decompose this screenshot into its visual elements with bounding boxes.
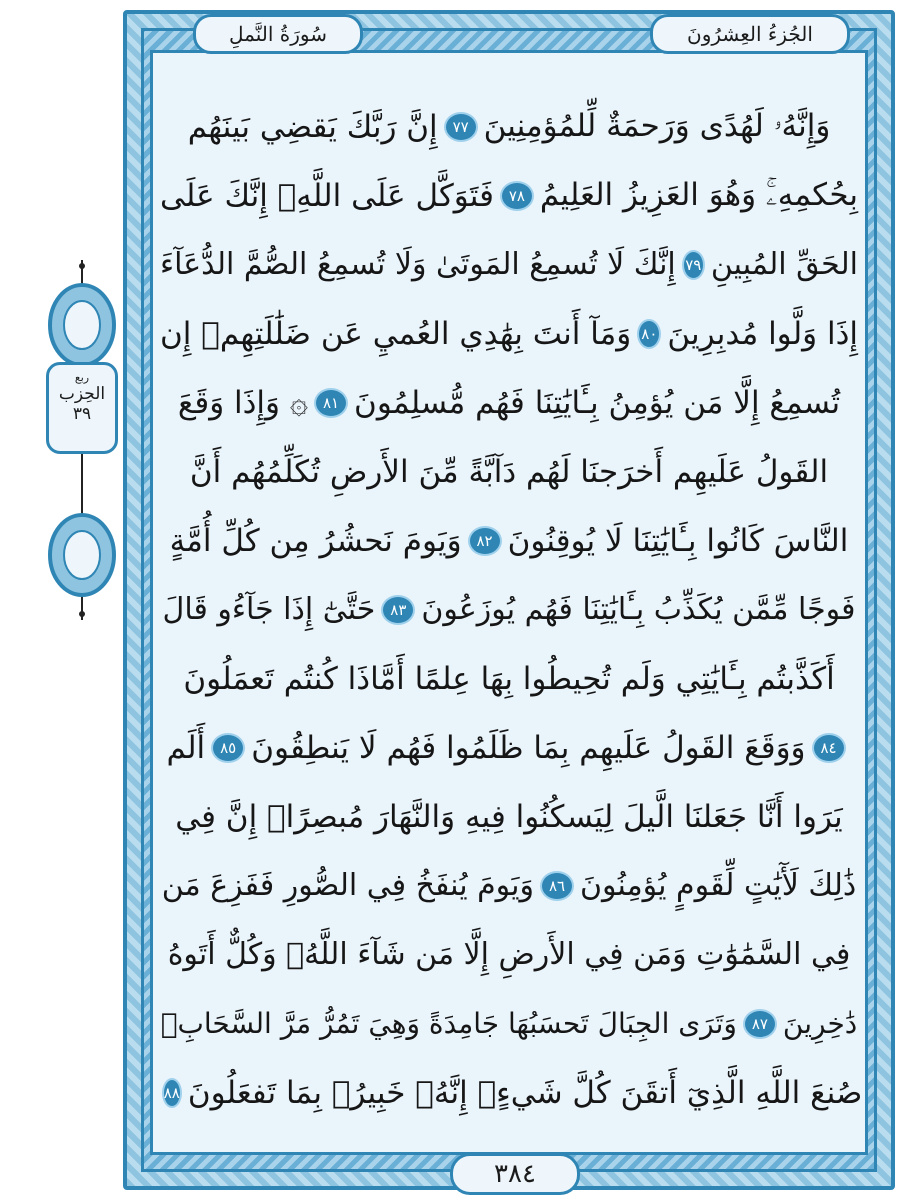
ayah-marker: ٨٢ bbox=[468, 526, 502, 556]
text-line-7: النَّاسَ كَانُوا بِـَٔايَٰتِنَا لَا يُوقِنُونَ ٨٢ وَيَومَ نَحشُرُ مِن كُلِّ أُمَّةٍ bbox=[169, 522, 849, 559]
ayah-marker: ٨١ bbox=[314, 388, 348, 418]
text-line-1: وَإِنَّهُۥ لَهُدًى وَرَحمَةٌ لِّلمُؤمِنِينَ ٧٧ إِنَّ رَبَّكَ يَقضِي بَينَهُم bbox=[187, 108, 831, 145]
hizb-number: ٣٩ bbox=[72, 404, 92, 424]
text-line-13: فِي السَّمَٰوَٰتِ وَمَن فِي الأَرضِ إِلَّا مَن شَآءَ اللَّهُۚ وَكُلٌّ أَتَوهُ bbox=[167, 937, 851, 972]
ayah-marker: ٨٦ bbox=[540, 871, 574, 901]
text-line-6: القَولُ عَلَيهِم أَخرَجنَا لَهُم دَآبَّةً مِّنَ الأَرضِ تُكَلِّمُهُم أَنَّ bbox=[189, 453, 829, 490]
ayah-marker: ٧٩ bbox=[682, 250, 705, 280]
surah-name-header bbox=[193, 14, 363, 54]
surah-name: سُورَةُ النَّملِ bbox=[229, 22, 327, 46]
ayah-marker: ٨٧ bbox=[743, 1009, 777, 1039]
ayah-marker: ٧٧ bbox=[444, 112, 478, 142]
text-line-11: يَرَوا أَنَّا جَعَلنَا الَّيلَ لِيَسكُنُوا فِيهِ وَالنَّهَارَ مُبصِرًاۚ إِنَّ فِي bbox=[175, 798, 843, 835]
text-line-8: فَوجًا مِّمَّن يُكَذِّبُ بِـَٔايَٰتِنَا فَهُم يُوزَعُونَ ٨٣ حَتَّىٰٓ إِذَا جَآءُو قَالَ bbox=[162, 592, 856, 627]
text-line-9: أَكَذَّبتُم بِـَٔايَٰتِي وَلَم تُحِيطُوا بِهَا عِلمًا أَمَّاذَا كُنتُم تَعمَلُونَ bbox=[183, 660, 835, 697]
ayah-marker: ٨٠ bbox=[637, 319, 661, 349]
quran-text bbox=[160, 92, 863, 1127]
hizb-quarter: ربع bbox=[74, 371, 90, 384]
text-line-12: ذَٰلِكَ لَأٓيَٰتٍ لِّقَومٍ يُؤمِنُونَ ٨٦ وَيَومَ يُنفَخُ فِي الصُّورِ فَفَزِعَ مَن bbox=[161, 868, 857, 903]
ayah-marker: ٨٥ bbox=[211, 733, 245, 763]
text-line-2: بِحُكمِهِۦۚ وَهُوَ العَزِيزُ العَلِيمُ ٧٨ فَتَوَكَّل عَلَى اللَّهِۖ إِنَّكَ عَلَى bbox=[160, 177, 858, 214]
juz-name: الجُزءُ العِشرُونَ bbox=[687, 22, 813, 46]
text-line-15: صُنعَ اللَّهِ الَّذِيٓ أَتقَنَ كُلَّ شَيءٍۚ إِنَّهُۥ خَبِيرُۢ بِمَا تَفعَلُونَ ٨٨ bbox=[163, 1074, 863, 1111]
hizb-label: الحِزب bbox=[58, 384, 106, 404]
hizb-label-box bbox=[46, 362, 118, 454]
text-line-3: الحَقِّ المُبِينِ ٧٩ إِنَّكَ لَا تُسمِعُ المَوتَىٰ وَلَا تُسمِعُ الصُّمَّ الدُّعَآءَ bbox=[160, 247, 858, 282]
text-line-4: إِذَا وَلَّوا مُدبِرِينَ ٨٠ وَمَآ أَنتَ بِهَٰدِي العُميِ عَن ضَلَٰلَتِهِمۖ إِن bbox=[160, 315, 858, 352]
ayah-marker: ٨٨ bbox=[162, 1078, 182, 1108]
page-number-box bbox=[450, 1153, 580, 1195]
ayah-marker: ٨٤ bbox=[812, 733, 846, 763]
text-line-14: دَٰخِرِينَ ٨٧ وَتَرَى الجِبَالَ تَحسَبُهَا جَامِدَةً وَهِيَ تَمُرُّ مَرَّ السَّحَابِۚ bbox=[160, 1007, 858, 1040]
ayah-marker: ٨٣ bbox=[381, 595, 415, 625]
juz-name-header bbox=[650, 14, 850, 54]
text-line-10: ٨٤ وَوَقَعَ القَولُ عَلَيهِم بِمَا ظَلَمُوا فَهُم لَا يَنطِقُونَ ٨٥ أَلَم bbox=[160, 713, 858, 782]
ayah-marker: ٧٨ bbox=[500, 181, 534, 211]
text-line-5: تُسمِعُ إِلَّا مَن يُؤمِنُ بِـَٔايَٰتِنَا فَهُم مُّسلِمُونَ ٨١ ۞ وَإِذَا وَقَعَ bbox=[177, 384, 841, 421]
page-number: ٣٨٤ bbox=[494, 1159, 536, 1189]
